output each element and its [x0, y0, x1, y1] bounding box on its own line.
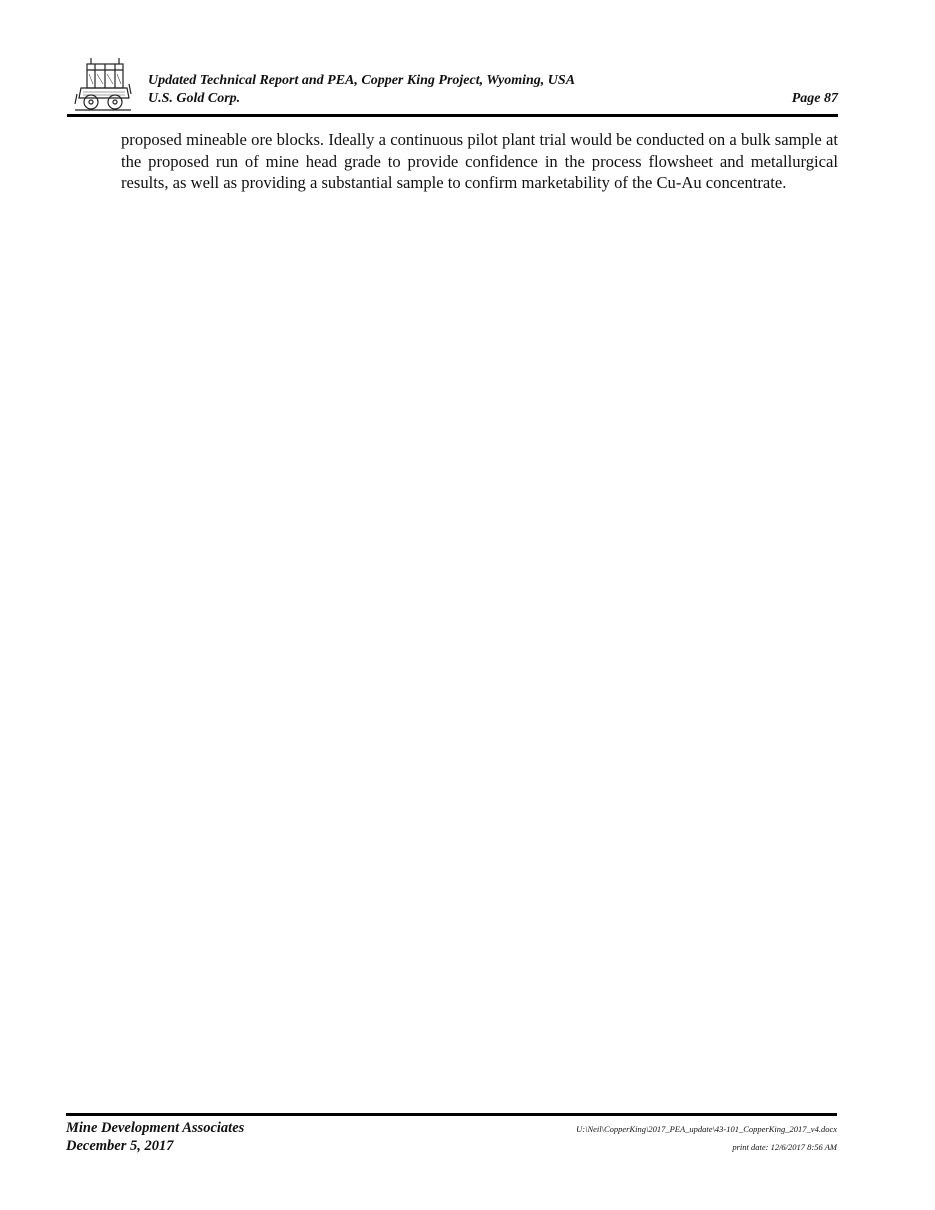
page-header	[67, 54, 838, 118]
footer-organization: Mine Development Associates	[66, 1120, 245, 1136]
report-title: Updated Technical Report and PEA, Copper King Project, Wyoming, USA	[148, 73, 576, 88]
mining-equipment-sketch-icon	[73, 54, 133, 114]
body-paragraph: proposed mineable ore blocks. Ideally a continuous pilot plant trial would be conducted on a bulk sample at the proposed run of mine head grade to provide confidence in the process flowsheet and metallurgical results, as well as providing a substantial sample to confirm marketability of the Cu-Au concentrate.	[121, 130, 838, 192]
header-divider	[67, 114, 838, 117]
company-name: U.S. Gold Corp.	[148, 91, 241, 106]
footer-divider	[66, 1113, 837, 1116]
page-number: Page 87	[791, 91, 838, 106]
footer-file-path: U:\Neil\CopperKing\2017_PEA_update\43-101_CopperKing_2017_v4.docx	[576, 1124, 837, 1134]
footer-print-date: print date: 12/6/2017 8:56 AM	[732, 1142, 837, 1152]
footer-date: December 5, 2017	[66, 1138, 174, 1154]
